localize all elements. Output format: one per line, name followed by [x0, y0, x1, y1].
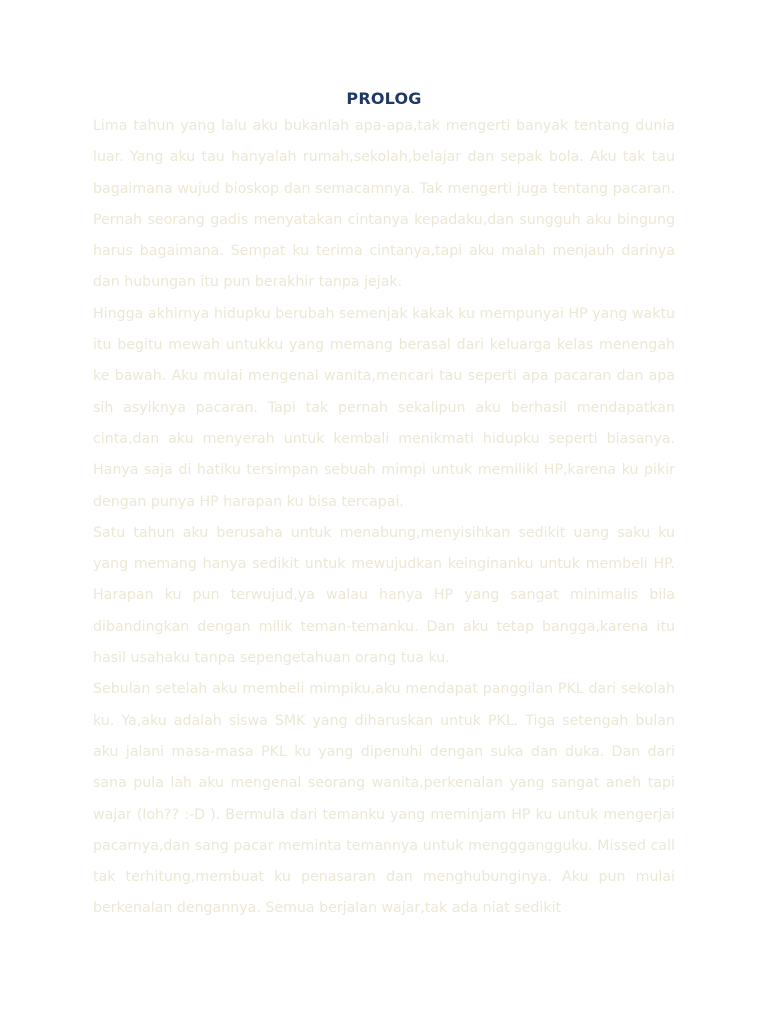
- page-title: PROLOG: [346, 89, 422, 108]
- paragraph-4: Sebulan setelah aku membeli mimpiku,aku mendapat panggilan PKL dari sekolah ku. Ya,aku adalah siswa SMK yang diharuskan untuk PKL. Tiga setengah bulan aku jalani masa-masa PKL ku yang dipenuhi dengan suka dan duka. Dan dari sana pula lah aku mengenal seorang wanita,perkenalan yang sangat aneh tapi wajar (loh?? :-D ). Bermula dari temanku yang meminjam HP ku untuk mengerjai pacarnya,dan sang pacar meminta temannya untuk mengggangguku. Missed call tak terhitung,membuat ku penasaran dan menghubunginya. Aku pun mulai berkenalan dengannya. Semua berjalan wajar,tak ada niat sedikit: [93, 681, 675, 917]
- paragraph-1: Lima tahun yang lalu aku bukanlah apa-apa,tak mengerti banyak tentang dunia luar. Yang aku tau hanyalah rumah,sekolah,belajar dan sepak bola. Aku tak tau bagaimana wujud bioskop dan semacamnya. Tak mengerti juga tentang pacaran. Pernah seorang gadis menyatakan cintanya kepadaku,dan sungguh aku bingung harus bagaimana. Sempat ku terima cintanya,tapi aku malah menjauh darinya dan hubungan itu pun berakhir tanpa jejak.: [93, 118, 675, 291]
- document-page: [93, 88, 675, 925]
- paragraph-3: Satu tahun aku berusaha untuk menabung,menyisihkan sedikit uang saku ku yang memang hanya sedikit untuk mewujudkan keinginanku untuk membeli HP. Harapan ku pun terwujud,ya walau hanya HP yang sangat minimalis bila dibandingkan dengan milik teman-temanku. Dan aku tetap bangga,karena itu hasil usahaku tanpa sepengetahuan orang tua ku.: [93, 524, 675, 667]
- paragraph-2: Hingga akhirnya hidupku berubah semenjak kakak ku mempunyai HP yang waktu itu begitu mewah untukku yang memang berasal dari keluarga kelas menengah ke bawah. Aku mulai mengenal wanita,mencari tau seperti apa pacaran dan apa sih asyiknya pacaran. Tapi tak pernah sekalipun aku berhasil mendapatkan cinta,dan aku menyerah untuk kembali menikmati hidupku seperti biasanya. Hanya saja di hatiku tersimpan sebuah mimpi untuk memiliki HP,karena ku pikir dengan punya HP harapan ku bisa tercapai.: [93, 305, 675, 510]
